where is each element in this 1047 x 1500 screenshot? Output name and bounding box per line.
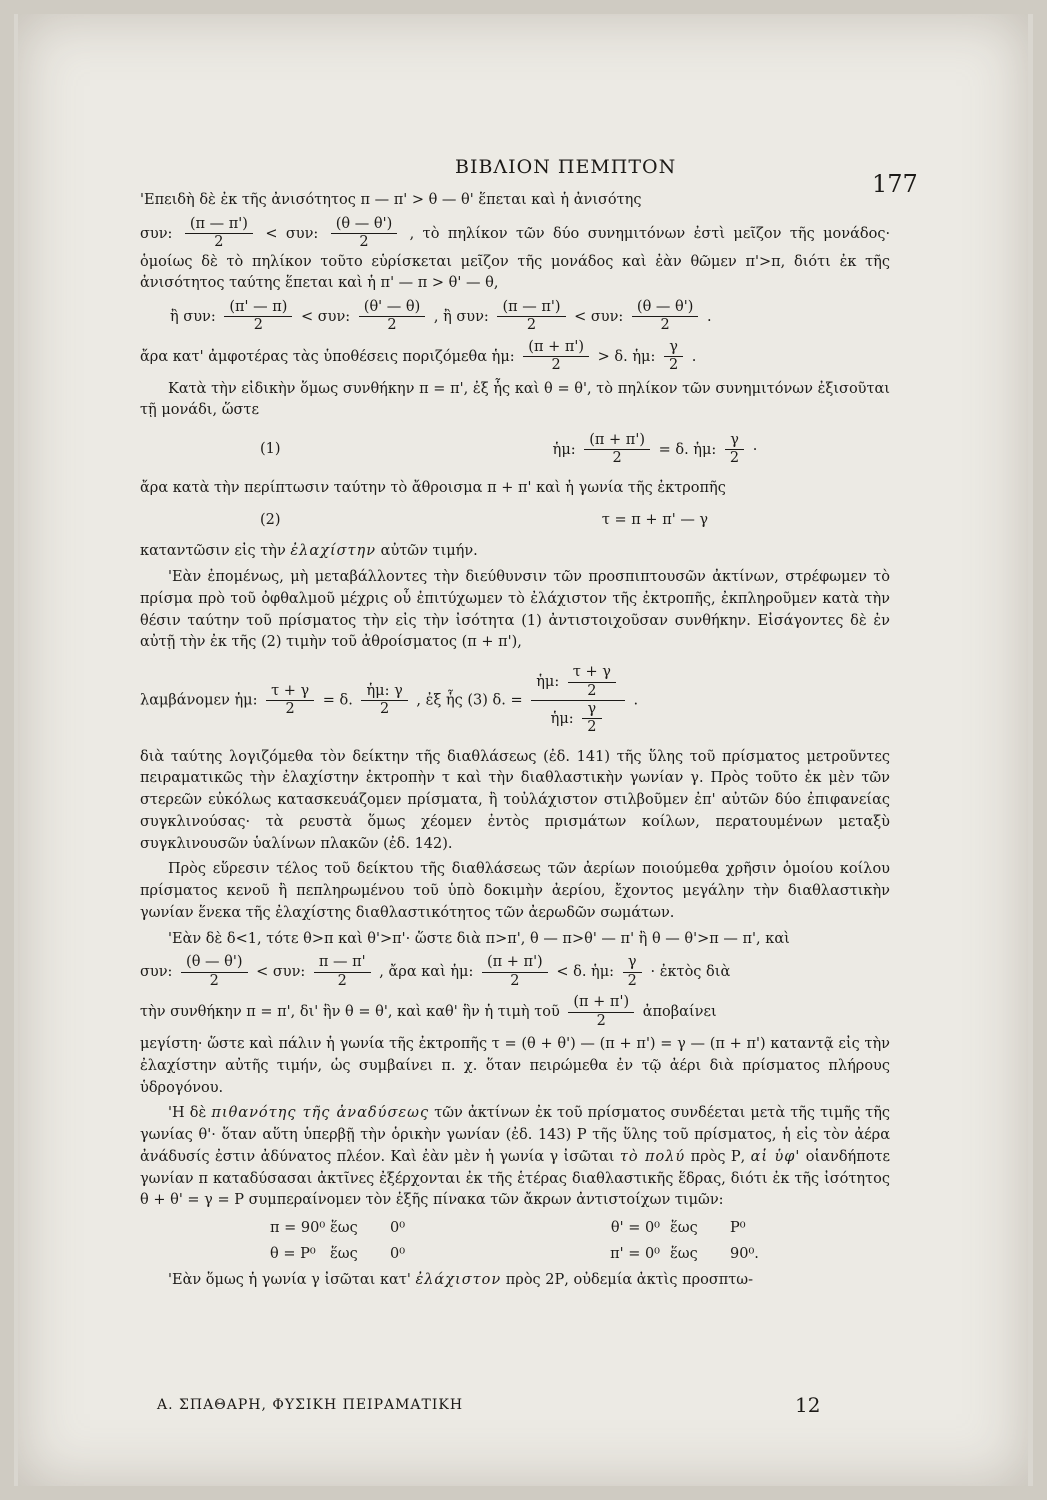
equation-line: ἢ συν: $\frac{(\pi' — \pi)}{2}$ < συν: $\frac{(\theta' — \theta)}{2}$ , ἢ συν: $\frac{(\pi — \pi')}{2}$ < συν: $\frac{(\theta — \theta')}{2}$ . <box>170 299 712 334</box>
paragraph: συν: $\frac{(\pi — \pi')}{2}$ < συν: $\frac{(\theta — \theta')}{2}$ , τὸ πηλίκον τῶν δύο συνημιτόνων ἐστὶ μεῖζον τῆς μονάδος· ὁμοίως δὲ τὸ πηλίκον τοῦτο εὑρίσκεται μεῖζον τῆς μονάδος καὶ ἐὰν θῶμεν π'>π, διότι ἐκ τῆς ἀνισότητος ταύτης ἕπεται καὶ ἡ π' — π > θ' — θ, <box>140 215 891 292</box>
paragraph: διὰ ταύτης λογιζόμεθα τὸν δείκτην τῆς διαθλάσεως (ἐδ. 141) τῆς ὕλης τοῦ πρίσματος μετροῦντες πειραματικῶς τὴν ἐλαχίστην ἐκτροπὴν τ καὶ τὴν διαθλαστικὴν γωνίαν γ. Πρὸς τοῦτο ἐκ μὲν τῶν στερεῶν εὐκόλως κατασκευάζομεν πρίσματα, ἢ τοὐλάχιστον στιλβοῦμεν ἐπ' αὐτῶν δύο ἐπιφανείας συγκλινούσας· τὰ ρευστὰ ὅμως χέομεν ἐντὸς πρισμάτων κοίλων, περατουμένων μεταξὺ συγκλινουσῶν ὑαλίνων πλακῶν (ἐδ. 142). <box>140 748 890 852</box>
paragraph: καταντῶσιν εἰς τὴν ἐλαχίστην αὐτῶν τιμήν. <box>140 543 478 560</box>
fraction: $\frac{(\theta — \theta')}{2}$ <box>632 299 698 335</box>
paragraph: 'Επειδὴ δὲ ἐκ τῆς ἀνισότητος π — π' > θ — θ' ἕπεται καὶ ἡ ἀνισότης <box>140 192 642 208</box>
fraction: $\frac{\pi — \pi'}{2}$ <box>314 954 371 990</box>
table-cell: ἕως <box>330 1245 358 1262</box>
running-title: ΒΙΒΛΙΟΝ ΠΕΜΠΤΟΝ <box>455 156 677 178</box>
paragraph: 'Εὰν ὅμως ἡ γωνία γ ἰσῶται κατ' ἐλάχιστον πρὸς 2Ρ, οὐδεμία ἀκτὶς προσπτω- <box>168 1271 754 1288</box>
fraction: $\frac{(\pi' — \pi)}{2}$ <box>224 299 292 335</box>
table-cell: ἕως <box>670 1245 698 1262</box>
equation-3: λαμβάνομεν ἡμ: $\frac{\tau + \gamma}{2}$ = δ. $\frac{\text{ἡμ: γ}}{2}$ , ἐξ ἧς (3) δ. = ἡμ: $\frac{\tau + \gamma}{2}$ ἡμ: $\frac{\gamma}{2}$ . <box>140 664 639 736</box>
table-cell: 0⁰ <box>390 1220 406 1236</box>
equation-number: (1) <box>260 441 281 458</box>
fraction: $\frac{\gamma}{2}$ <box>664 339 683 375</box>
table-cell: ἕως <box>330 1220 358 1236</box>
table-cell: ἕως <box>670 1220 698 1236</box>
equation-2: (2) τ = π + π' — γ <box>140 510 890 532</box>
table-cell: π' = 0⁰ <box>610 1245 660 1262</box>
fraction: $\frac{(\theta — \theta')}{2}$ <box>181 954 247 990</box>
table-cell: Ρ⁰ <box>730 1220 746 1236</box>
sheet-number: 12 <box>795 1393 821 1417</box>
table-cell: θ = Ρ⁰ <box>270 1245 316 1262</box>
paragraph: 'Η δὲ πιθανότης τῆς ἀναδύσεως τῶν ἀκτίνων ἐκ τοῦ πρίσματος συνδέεται μετὰ τῆς τιμῆς τῆς γωνίας θ'· ὅταν αὕτη ὑπερβῇ τὴν ὁρικὴν γωνίαν (ἐδ. 143) Ρ τῆς ὕλης τοῦ πρίσματος, ἡ εἰς τὸν ἀέρα ἀνάδυσίς ἐστιν ἀδύνατος πλέον. Καὶ ἐὰν μὲν ἡ γωνία γ ἰσῶται τὸ πολύ πρὸς Ρ, αἱ ὑφ' οἱανδήποτε γωνίαν π καταδύσασαι ἀκτῖνες ἐξέρχονται ἐκ τῆς ἑτέρας διαθλαστικῆς ἕδρας, διότι ἐκ τῆς ἰσότητος θ + θ' = γ = Ρ συμπεραίνομεν τὸν ἑξῆς πίνακα τῶν ἄκρων ἀντιστοίχων τιμῶν: <box>140 1105 891 1209</box>
paragraph: ἄρα κατὰ τὴν περίπτωσιν ταύτην τὸ ἄθροισμα π + π' καὶ ἡ γωνία τῆς ἐκτροπῆς <box>140 479 726 496</box>
fraction: $\frac{(\pi + \pi')}{2}$ <box>482 954 548 990</box>
fraction: $\frac{(\pi — \pi')}{2}$ <box>185 216 253 252</box>
table-cell: π = 90⁰ <box>270 1220 326 1236</box>
compound-fraction: ἡμ: $\frac{\tau + \gamma}{2}$ ἡμ: $\frac{\gamma}{2}$ <box>531 664 625 737</box>
equation-line: συν: $\frac{(\theta — \theta')}{2}$ < συν: $\frac{\pi — \pi'}{2}$ , ἄρα καὶ ἡμ: $\frac{(\pi + \pi')}{2}$ < δ. ἡμ: $\frac{\gamma}{2}$ · ἐκτὸς διὰ <box>140 954 731 989</box>
table-cell: 0⁰ <box>390 1245 406 1262</box>
paragraph: 'Εὰν ἐπομένως, μὴ μεταβάλλοντες τὴν διεύθυνσιν τῶν προσπιπτουσῶν ἀκτίνων, στρέφωμεν τὸ πρίσμα πρὸ τοῦ ὀφθαλμοῦ μέχρις οὗ ἐπιτύχωμεν τὸ ἐλάχιστον τῆς ἐκτροπῆς, ἐκπληροῦμεν κατὰ τὴν θέσιν ταύτην τοῦ πρίσματος τὴν εἰς τὴν ἰσότητα (1) ἀντιστοιχοῦσαν συνθήκην. Εἰσάγοντες δὲ ἐν αὐτῇ τὴν ἐκ τῆς (2) τιμὴν τοῦ ἀθροίσματος (π + π'), <box>140 569 890 651</box>
table-cell: 90⁰. <box>730 1245 759 1262</box>
fraction: $\frac{(\theta — \theta')}{2}$ <box>331 216 397 252</box>
fraction: $\frac{\gamma}{2}$ <box>623 954 642 990</box>
fraction: $\frac{\tau + \gamma}{2}$ <box>266 683 314 719</box>
fraction: $\frac{(\pi + \pi')}{2}$ <box>584 432 650 468</box>
paragraph: μεγίστη· ὥστε καὶ πάλιν ἡ γωνία τῆς ἐκτροπῆς τ = (θ + θ') — (π + π') = γ — (π + π') καταντᾷ εἰς τὴν ἐλαχίστην αὐτῆς τιμήν, ὡς συμβαίνει π. χ. ὅταν πειρώμεθα ἐν τῷ ἀέρι διὰ πρίσματος πλήρους ὑδρογόνου. <box>140 1036 890 1096</box>
paragraph: 'Εὰν δὲ δ<1, τότε θ>π καὶ θ'>π'· ὥστε διὰ π>π', θ — π>θ' — π' ἢ θ — θ'>π — π', καὶ <box>168 930 790 947</box>
values-table <box>140 1218 890 1266</box>
book-signature: Α. ΣΠΑΘΑΡΗ, ΦΥΣΙΚΗ ΠΕΙΡΑΜΑΤΙΚΗ <box>157 1397 464 1413</box>
page-body <box>140 190 890 1295</box>
equation-1: (1) ἡμ: $\frac{(\pi + \pi')}{2}$ = δ. ἡμ: $\frac{\gamma}{2}$ · <box>140 432 890 468</box>
fraction: $\frac{(\pi — \pi')}{2}$ <box>497 299 565 335</box>
page-number: 177 <box>872 170 918 198</box>
fraction: $\frac{\text{ἡμ: γ}}{2}$ <box>361 683 407 719</box>
paragraph: Πρὸς εὕρεσιν τέλος τοῦ δείκτου τῆς διαθλάσεως τῶν ἀερίων ποιούμεθα χρῆσιν ὁμοίου κοίλου πρίσματος κενοῦ ἢ πεπληρωμένου τοῦ ὑπὸ δοκιμὴν ἀερίου, ἔχοντος μεγάλην τὴν διαθλαστικὴν γωνίαν ἕνεκα τῆς ἐλαχίστης διαθλαστικότητος τῶν ἀερωδῶν σωμάτων. <box>140 861 890 921</box>
paragraph: τὴν συνθήκην π = π', δι' ἣν θ = θ', καὶ καθ' ἣν ἡ τιμὴ τοῦ $\frac{(\pi + \pi')}{2}$ ἀποβαίνει <box>140 994 717 1029</box>
fraction: $\frac{(\pi + \pi')}{2}$ <box>523 339 589 375</box>
paragraph: ἄρα κατ' ἀμφοτέρας τὰς ὑποθέσεις ποριζόμεθα ἡμ: $\frac{(\pi + \pi')}{2}$ > δ. ἡμ: $\frac{\gamma}{2}$ . <box>140 338 697 374</box>
table-cell: θ' = 0⁰ <box>610 1220 660 1236</box>
equation-number: (2) <box>260 511 281 528</box>
fraction: $\frac{(\pi + \pi')}{2}$ <box>568 994 634 1030</box>
fraction: $\frac{(\theta' — \theta)}{2}$ <box>359 299 425 335</box>
paragraph: Κατὰ τὴν εἰδικὴν ὅμως συνθήκην π = π', ἐξ ἧς καὶ θ = θ', τὸ πηλίκον τῶν συνημιτόνων ἐξισοῦται τῇ μονάδι, ὥστε <box>140 380 890 419</box>
fraction: $\frac{\gamma}{2}$ <box>725 432 744 468</box>
